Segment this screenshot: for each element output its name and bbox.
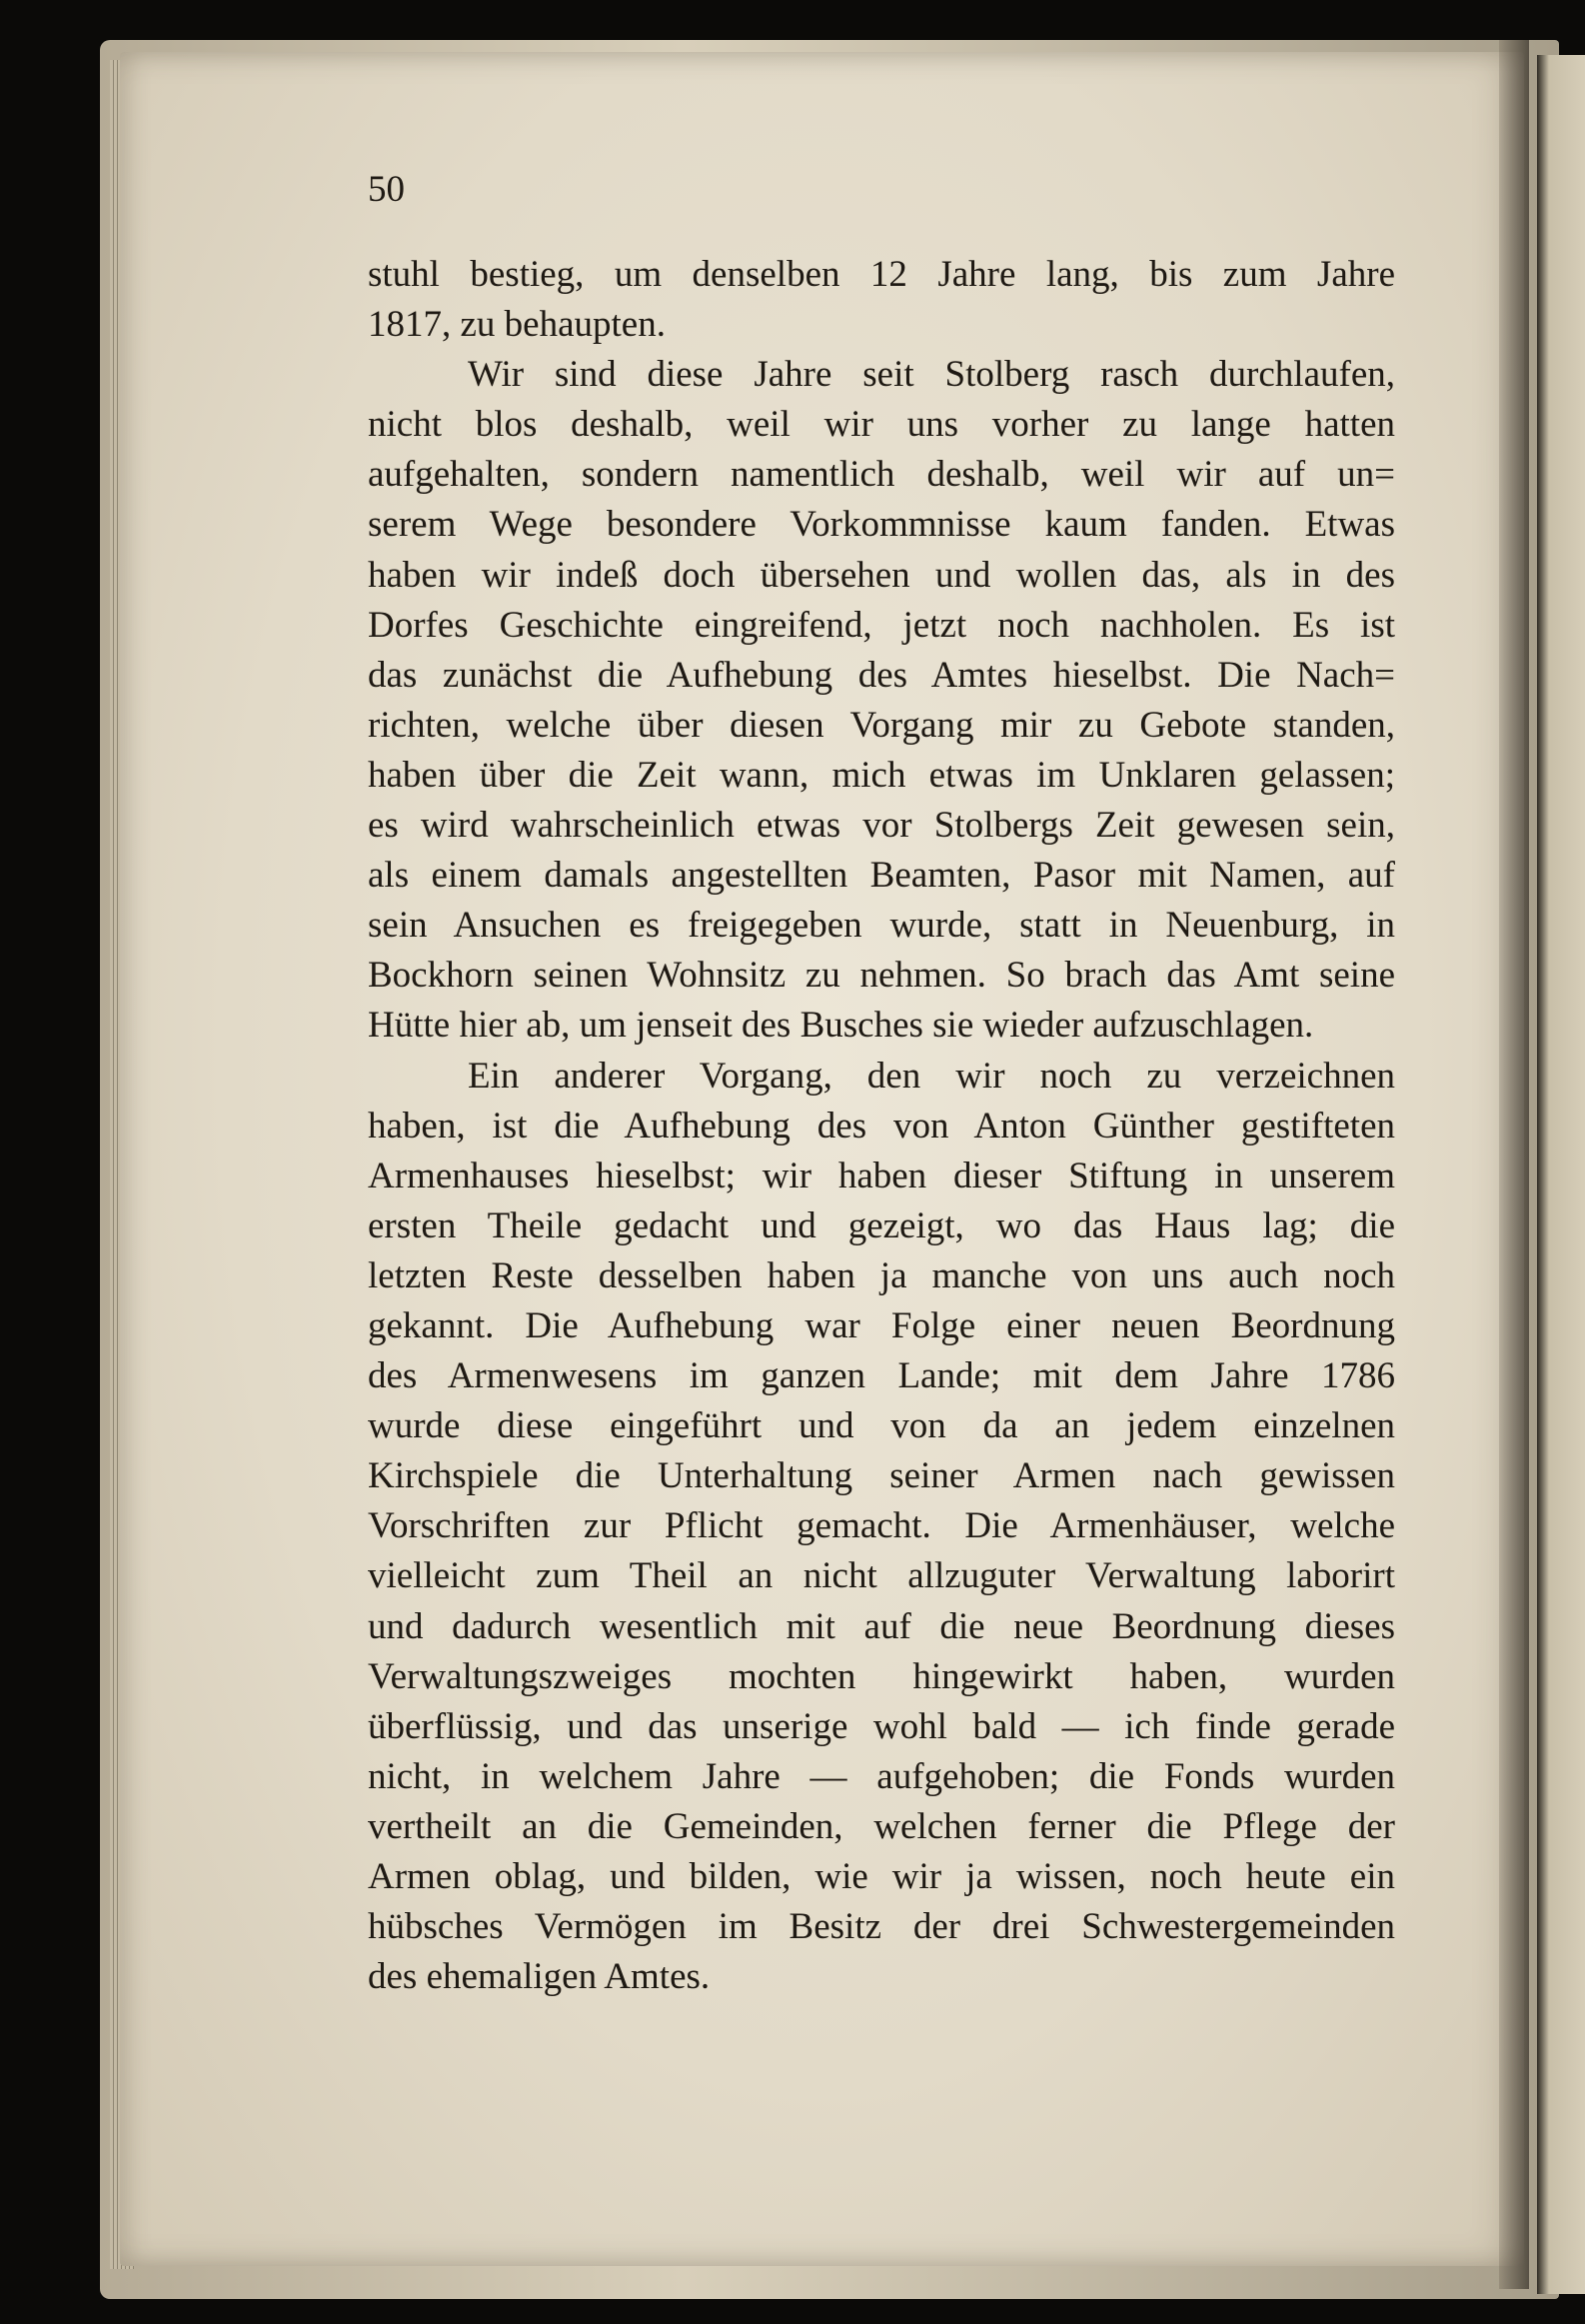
- text-line: Wir sind diese Jahre seit Stolberg rasch durchlaufen,: [468, 354, 1395, 396]
- text-line: sein Ansuchen es freigegeben wurde, statt in Neuenburg, in: [368, 905, 1395, 947]
- text-line: das zunächst die Aufhebung des Amtes hieselbst. Die Nach=: [368, 654, 1395, 696]
- text-line: Armen oblag, und bilden, wie wir ja wissen, noch heute ein: [368, 1856, 1395, 1897]
- facing-page-edge: [1537, 55, 1585, 2294]
- text-line: haben wir indeß doch übersehen und wollen das, als in des: [368, 554, 1395, 596]
- text-line: vertheilt an die Gemeinden, welchen ferner die Pflege der: [368, 1805, 1395, 1847]
- text-line: Kirchspiele die Unterhaltung seiner Armen nach gewissen: [368, 1455, 1395, 1497]
- text-line: aufgehalten, sondern namentlich deshalb, weil wir auf un=: [368, 454, 1395, 496]
- text-line: des Armenwesens im ganzen Lande; mit dem Jahre 1786: [368, 1355, 1395, 1397]
- text-line: hübsches Vermögen im Besitz der drei Schwestergemeinden: [368, 1906, 1395, 1948]
- page-number: 50: [368, 169, 405, 210]
- text-line: vielleicht zum Theil an nicht allzuguter Verwaltung laborirt: [368, 1555, 1395, 1597]
- text-line: nicht blos deshalb, weil wir uns vorher zu lange hatten: [368, 404, 1395, 446]
- text-line: Armenhauses hieselbst; wir haben dieser Stiftung in unserem: [368, 1155, 1395, 1196]
- text-line: wurde diese eingeführt und von da an jedem einzelnen: [368, 1405, 1395, 1447]
- text-line: nicht, in welchem Jahre — aufgehoben; die Fonds wurden: [368, 1755, 1395, 1797]
- text-line: als einem damals angestellten Beamten, Pasor mit Namen, auf: [368, 855, 1395, 897]
- text-line: letzten Reste desselben haben ja manche von uns auch noch: [368, 1254, 1395, 1296]
- text-line: haben, ist die Aufhebung des von Anton Günther gestifteten: [368, 1105, 1395, 1147]
- text-line: Hütte hier ab, um jenseit des Busches sie wieder aufzuschlagen.: [368, 1005, 1314, 1047]
- text-line: überflüssig, und das unserige wohl bald — ich finde gerade: [368, 1705, 1395, 1747]
- text-line: gekannt. Die Aufhebung war Folge einer neuen Beordnung: [368, 1304, 1395, 1346]
- text-line: Verwaltungszweiges mochten hingewirkt haben, wurden: [368, 1655, 1395, 1697]
- text-line: haben über die Zeit wann, mich etwas im Unklaren gelassen;: [368, 754, 1395, 796]
- text-line: Bockhorn seinen Wohnsitz zu nehmen. So brach das Amt seine: [368, 955, 1395, 997]
- body-text: [368, 250, 1395, 2002]
- text-line: Vorschriften zur Pflicht gemacht. Die Armenhäuser, welche: [368, 1505, 1395, 1547]
- text-line: Ein anderer Vorgang, den wir noch zu verzeichnen: [468, 1055, 1395, 1097]
- text-line: 1817, zu behaupten.: [368, 304, 666, 346]
- text-line: es wird wahrscheinlich etwas vor Stolbergs Zeit gewesen sein,: [368, 805, 1395, 847]
- gutter-shadow: [1499, 40, 1529, 2289]
- text-line: serem Wege besondere Vorkommnisse kaum fanden. Etwas: [368, 504, 1395, 546]
- text-line: des ehemaligen Amtes.: [368, 1956, 711, 1998]
- text-line: stuhl bestieg, um denselben 12 Jahre lang, bis zum Jahre: [368, 254, 1395, 295]
- text-line: Dorfes Geschichte eingreifend, jetzt noch nachholen. Es ist: [368, 604, 1395, 646]
- text-line: ersten Theile gedacht und gezeigt, wo das Haus lag; die: [368, 1204, 1395, 1246]
- text-line: richten, welche über diesen Vorgang mir zu Gebote standen,: [368, 704, 1395, 746]
- text-line: und dadurch wesentlich mit auf die neue Beordnung dieses: [368, 1605, 1395, 1647]
